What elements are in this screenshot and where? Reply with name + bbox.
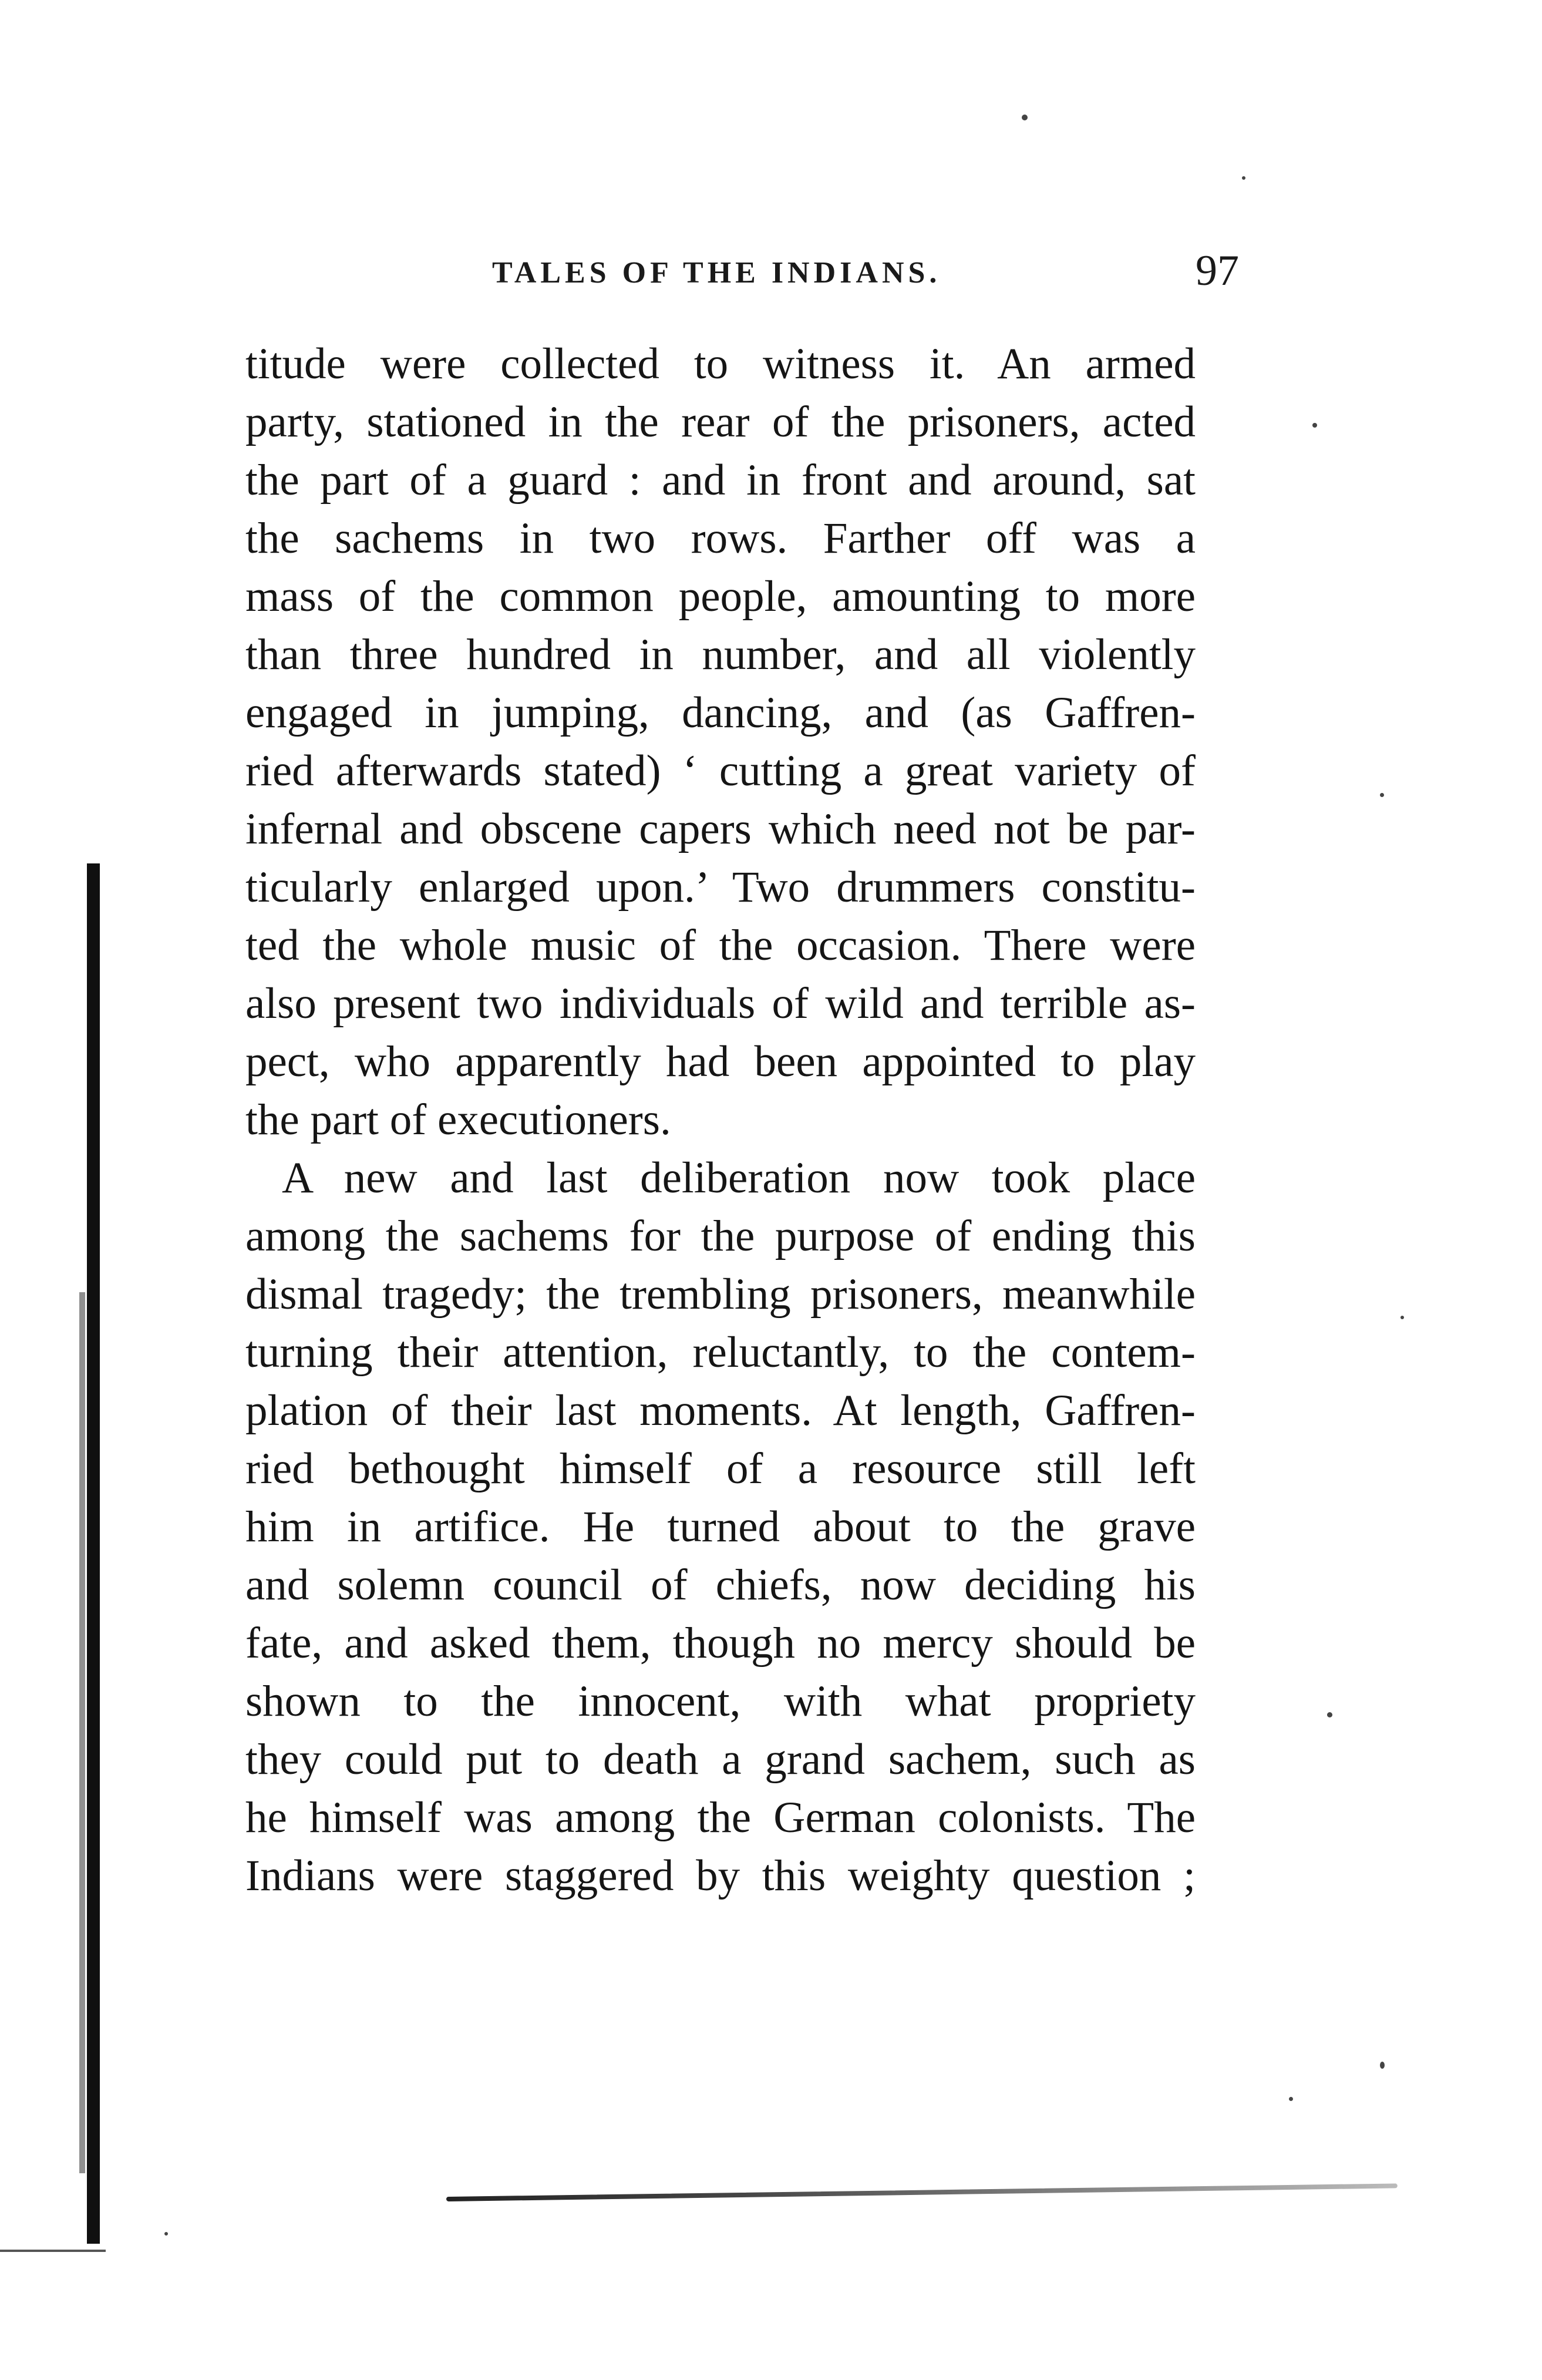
text-line: party, stationed in the rear of the prisoners, acted bbox=[245, 398, 1196, 446]
scan-speck bbox=[1400, 1316, 1404, 1319]
text-line: infernal and obscene capers which need not be par- bbox=[245, 805, 1196, 853]
text-line: titude were collected to witness it. An armed bbox=[245, 339, 1196, 388]
text-line: ried afterwards stated) ‘ cutting a great variety of bbox=[245, 747, 1196, 795]
page-number: 97 bbox=[1196, 247, 1239, 295]
text-line: the sachems in two rows. Farther off was a bbox=[245, 514, 1196, 563]
text-line: the part of a guard : and in front and around, sat bbox=[245, 456, 1196, 505]
text-line: pect, who apparently had been appointed to play bbox=[245, 1037, 1196, 1086]
text-line: ticularly enlarged upon.’ Two drummers constitu- bbox=[245, 863, 1196, 912]
text-line: the part of executioners. bbox=[245, 1095, 671, 1144]
text-line: shown to the innocent, with what propriety bbox=[245, 1677, 1196, 1726]
binding-shadow bbox=[87, 863, 100, 2244]
body-text bbox=[245, 335, 1196, 1905]
scan-speck bbox=[1327, 1712, 1332, 1717]
text-line: and solemn council of chiefs, now deciding his bbox=[245, 1561, 1196, 1609]
text-line: ted the whole music of the occasion. There were bbox=[245, 921, 1196, 970]
text-line: him in artifice. He turned about to the grave bbox=[245, 1502, 1196, 1551]
text-line: fate, and asked them, though no mercy should be bbox=[245, 1619, 1196, 1668]
text-line: than three hundred in number, and all violently bbox=[245, 630, 1196, 679]
text-line: he himself was among the German colonists. The bbox=[245, 1793, 1196, 1842]
scan-artifact-mark bbox=[0, 2250, 106, 2252]
text-line: they could put to death a grand sachem, such as bbox=[245, 1735, 1196, 1784]
binding-shadow-secondary bbox=[79, 1292, 85, 2173]
text-line: plation of their last moments. At length, Gaffren- bbox=[245, 1386, 1196, 1435]
paragraph-2 bbox=[245, 1149, 1196, 1905]
scan-speck bbox=[1289, 2097, 1293, 2101]
scan-speck bbox=[1242, 176, 1245, 180]
scan-artifact-line bbox=[446, 2183, 1398, 2201]
paragraph-1 bbox=[245, 335, 1196, 1149]
scan-speck bbox=[1380, 793, 1384, 797]
text-line: ried bethought himself of a resource still left bbox=[245, 1444, 1196, 1493]
text-line: mass of the common people, amounting to more bbox=[245, 572, 1196, 621]
text-line: also present two individuals of wild and terrible as- bbox=[245, 979, 1196, 1028]
running-head: TALES OF THE INDIANS. bbox=[492, 256, 941, 290]
text-line: A new and last deliberation now took place bbox=[282, 1154, 1196, 1202]
scan-speck bbox=[1312, 423, 1317, 428]
page-header bbox=[247, 247, 1239, 314]
text-line: engaged in jumping, dancing, and (as Gaffren- bbox=[245, 688, 1196, 737]
text-line: among the sachems for the purpose of ending this bbox=[245, 1212, 1196, 1260]
scan-speck bbox=[1022, 115, 1028, 120]
scan-speck bbox=[1380, 2062, 1385, 2069]
text-line: turning their attention, reluctantly, to the contem- bbox=[245, 1328, 1196, 1377]
text-line: dismal tragedy; the trembling prisoners, meanwhile bbox=[245, 1270, 1196, 1319]
text-line: Indians were staggered by this weighty question ; bbox=[245, 1851, 1196, 1900]
scan-speck bbox=[164, 2232, 168, 2236]
